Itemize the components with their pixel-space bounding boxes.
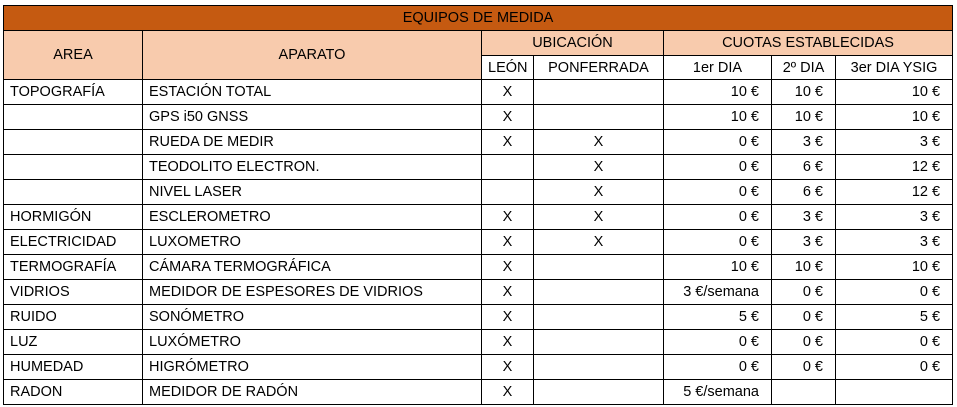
cell-leon: X <box>482 80 534 105</box>
cell-aparato: NIVEL LASER <box>143 180 482 205</box>
cell-leon: X <box>482 230 534 255</box>
cell-ponferrada: X <box>534 205 664 230</box>
cell-dia1: 0 € <box>664 155 772 180</box>
cell-aparato: GPS i50 GNSS <box>143 105 482 130</box>
cell-dia2: 10 € <box>772 105 836 130</box>
cell-area: HORMIGÓN <box>4 205 143 230</box>
cell-dia3 <box>836 380 953 405</box>
cell-dia1: 3 €/semana <box>664 280 772 305</box>
cell-dia1: 10 € <box>664 105 772 130</box>
cell-dia2: 3 € <box>772 230 836 255</box>
cell-dia3: 12 € <box>836 180 953 205</box>
table-row <box>4 80 953 105</box>
cell-aparato: LUXOMETRO <box>143 230 482 255</box>
cell-aparato: SONÓMETRO <box>143 305 482 330</box>
header-dia2: 2º DIA <box>772 56 836 80</box>
cell-aparato: TEODOLITO ELECTRON. <box>143 155 482 180</box>
cell-leon: X <box>482 105 534 130</box>
cell-dia2: 0 € <box>772 330 836 355</box>
header-cuotas: CUOTAS ESTABLECIDAS <box>664 31 953 56</box>
cell-dia1: 0 € <box>664 355 772 380</box>
cell-dia3: 3 € <box>836 205 953 230</box>
cell-aparato: CÁMARA TERMOGRÁFICA <box>143 255 482 280</box>
cell-ponferrada: X <box>534 155 664 180</box>
cell-area: HUMEDAD <box>4 355 143 380</box>
table-row <box>4 255 953 280</box>
header-dia3: 3er DIA YSIG <box>836 56 953 80</box>
cell-area <box>4 180 143 205</box>
table-body <box>4 80 953 405</box>
table-row <box>4 130 953 155</box>
cell-dia3: 0 € <box>836 330 953 355</box>
cell-ponferrada <box>534 380 664 405</box>
cell-area: ELECTRICIDAD <box>4 230 143 255</box>
cell-dia3: 0 € <box>836 355 953 380</box>
cell-ponferrada: X <box>534 130 664 155</box>
cell-dia2: 6 € <box>772 155 836 180</box>
cell-area: RADON <box>4 380 143 405</box>
cell-ponferrada <box>534 105 664 130</box>
table-row <box>4 230 953 255</box>
table-row <box>4 330 953 355</box>
cell-dia1: 5 €/semana <box>664 380 772 405</box>
cell-leon <box>482 180 534 205</box>
cell-area <box>4 105 143 130</box>
cell-dia2: 6 € <box>772 180 836 205</box>
cell-ponferrada <box>534 255 664 280</box>
cell-area: LUZ <box>4 330 143 355</box>
cell-ponferrada: X <box>534 230 664 255</box>
table-row <box>4 355 953 380</box>
cell-aparato: HIGRÓMETRO <box>143 355 482 380</box>
table-row <box>4 280 953 305</box>
cell-area <box>4 130 143 155</box>
cell-ponferrada <box>534 280 664 305</box>
table-title: EQUIPOS DE MEDIDA <box>4 6 953 31</box>
header-ubicacion: UBICACIÓN <box>482 31 664 56</box>
cell-dia3: 12 € <box>836 155 953 180</box>
cell-dia1: 0 € <box>664 205 772 230</box>
cell-ponferrada <box>534 355 664 380</box>
cell-area: VIDRIOS <box>4 280 143 305</box>
cell-aparato: RUEDA DE MEDIR <box>143 130 482 155</box>
cell-aparato: ESTACIÓN TOTAL <box>143 80 482 105</box>
table-row <box>4 305 953 330</box>
cell-dia2 <box>772 380 836 405</box>
cell-dia1: 10 € <box>664 255 772 280</box>
cell-leon <box>482 155 534 180</box>
cell-dia2: 10 € <box>772 255 836 280</box>
cell-leon: X <box>482 355 534 380</box>
table-row <box>4 155 953 180</box>
cell-leon: X <box>482 380 534 405</box>
cell-dia3: 3 € <box>836 130 953 155</box>
cell-leon: X <box>482 205 534 230</box>
cell-aparato: ESCLEROMETRO <box>143 205 482 230</box>
cell-dia1: 5 € <box>664 305 772 330</box>
header-dia1: 1er DIA <box>664 56 772 80</box>
cell-area: TOPOGRAFÍA <box>4 80 143 105</box>
cell-leon: X <box>482 280 534 305</box>
cell-dia2: 0 € <box>772 355 836 380</box>
cell-dia3: 0 € <box>836 280 953 305</box>
table-row <box>4 105 953 130</box>
cell-leon: X <box>482 130 534 155</box>
table-row <box>4 180 953 205</box>
cell-leon: X <box>482 255 534 280</box>
cell-area <box>4 155 143 180</box>
header-aparato: APARATO <box>143 31 482 80</box>
cell-area: RUIDO <box>4 305 143 330</box>
cell-dia3: 10 € <box>836 105 953 130</box>
header-leon: LEÓN <box>482 56 534 80</box>
cell-leon: X <box>482 305 534 330</box>
cell-ponferrada: X <box>534 180 664 205</box>
cell-dia1: 0 € <box>664 180 772 205</box>
cell-ponferrada <box>534 80 664 105</box>
cell-dia3: 5 € <box>836 305 953 330</box>
equipment-table <box>3 5 953 405</box>
header-area: AREA <box>4 31 143 80</box>
cell-aparato: MEDIDOR DE RADÓN <box>143 380 482 405</box>
cell-dia1: 0 € <box>664 330 772 355</box>
cell-area: TERMOGRAFÍA <box>4 255 143 280</box>
cell-dia2: 0 € <box>772 305 836 330</box>
cell-dia2: 3 € <box>772 205 836 230</box>
cell-ponferrada <box>534 330 664 355</box>
cell-dia2: 0 € <box>772 280 836 305</box>
cell-aparato: LUXÓMETRO <box>143 330 482 355</box>
header-ponferrada: PONFERRADA <box>534 56 664 80</box>
cell-dia3: 10 € <box>836 255 953 280</box>
cell-dia1: 10 € <box>664 80 772 105</box>
cell-leon: X <box>482 330 534 355</box>
cell-dia1: 0 € <box>664 230 772 255</box>
cell-dia2: 10 € <box>772 80 836 105</box>
table-row <box>4 380 953 405</box>
cell-dia2: 3 € <box>772 130 836 155</box>
cell-dia3: 10 € <box>836 80 953 105</box>
cell-dia1: 0 € <box>664 130 772 155</box>
cell-dia3: 3 € <box>836 230 953 255</box>
cell-ponferrada <box>534 305 664 330</box>
table-row <box>4 205 953 230</box>
cell-aparato: MEDIDOR DE ESPESORES DE VIDRIOS <box>143 280 482 305</box>
